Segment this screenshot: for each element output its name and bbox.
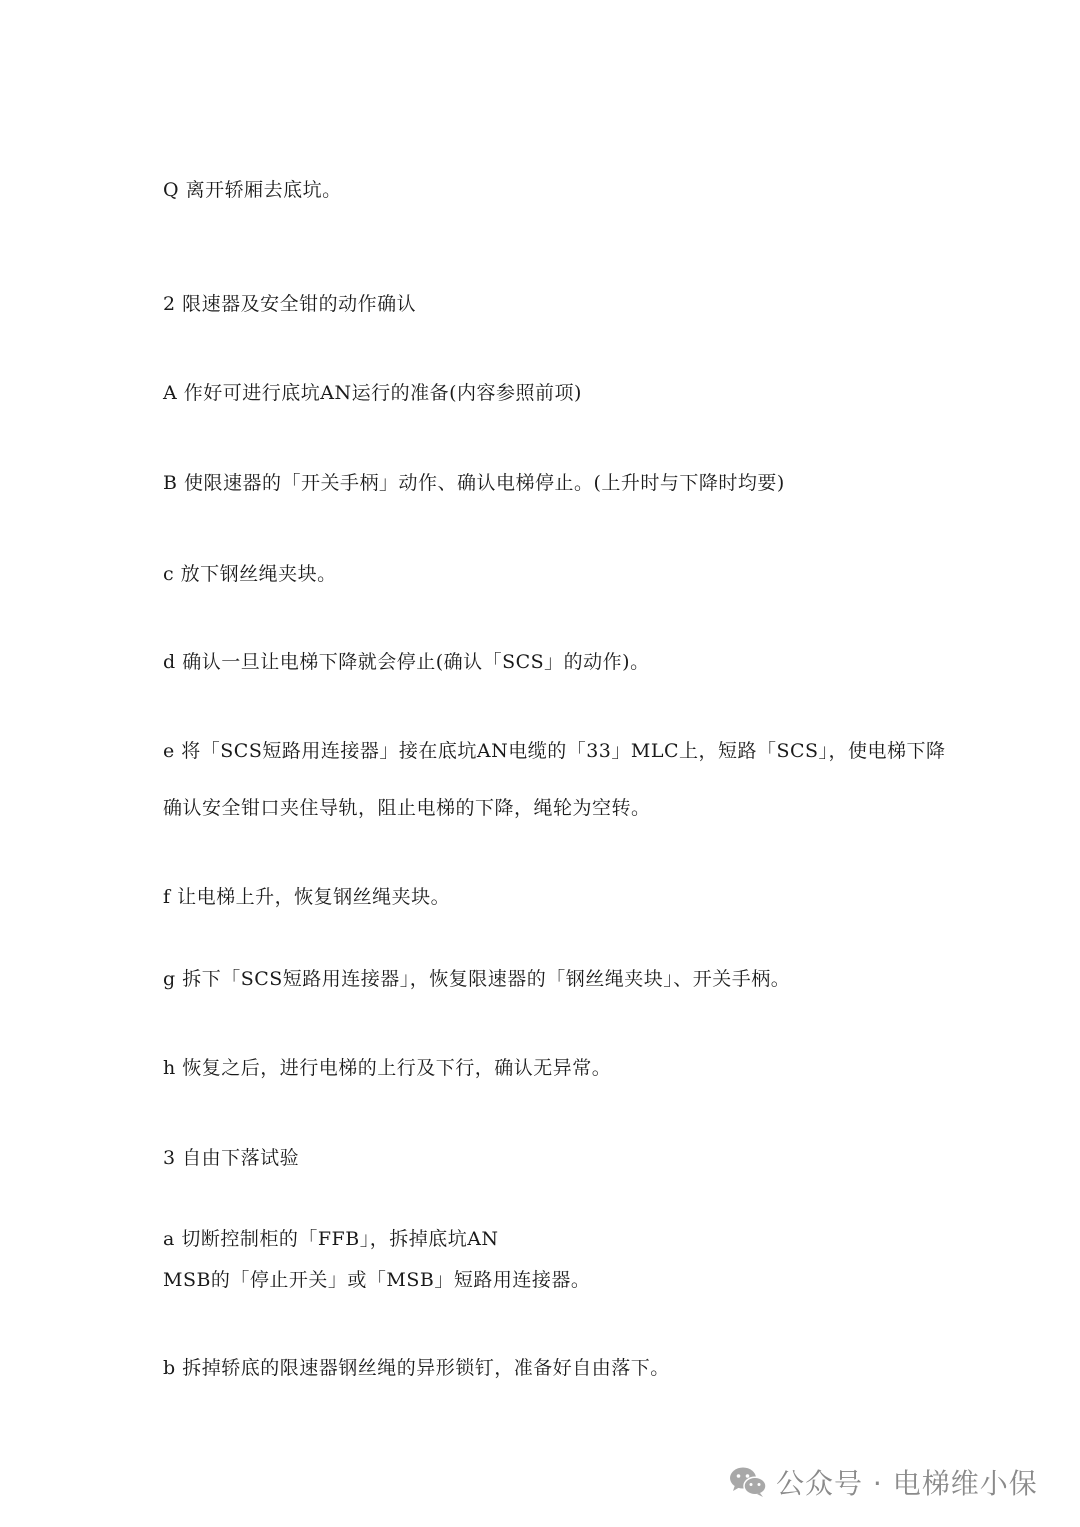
text-line-e-continued: 确认安全钳口夹住导轨，阻止电梯的下降，绳轮为空转。 <box>163 797 651 819</box>
text-line-b: B 使限速器的「开关手柄」动作、确认电梯停止。(上升时与下降时均要) <box>163 472 785 494</box>
watermark-text: 公众号 · 电梯维小保 <box>776 1467 1038 1500</box>
text-line-f: f 让电梯上升，恢复钢丝绳夹块。 <box>163 886 451 908</box>
wechat-icon <box>728 1465 768 1499</box>
section-heading-2: 2 限速器及安全钳的动作确认 <box>163 293 417 315</box>
text-line-h: h 恢复之后，进行电梯的上行及下行，确认无异常。 <box>163 1057 612 1079</box>
text-line-3a-continued: MSB的「停止开关」或「MSB」短路用连接器。 <box>163 1269 591 1291</box>
text-line-3b: b 拆掉轿底的限速器钢丝绳的异形锁钉，准备好自由落下。 <box>163 1357 670 1379</box>
text-line-g: g 拆下「SCS短路用连接器」，恢复限速器的「钢丝绳夹块」、开关手柄。 <box>163 968 791 990</box>
text-line-c: c 放下钢丝绳夹块。 <box>163 563 337 585</box>
text-line-e: e 将「SCS短路用连接器」接在底坑AN电缆的「33」MLC上，短路「SCS」，使电梯下降 <box>163 740 946 762</box>
section-heading-3: 3 自由下落试验 <box>163 1147 300 1169</box>
text-line-q: Q 离开轿厢去底坑。 <box>163 179 342 201</box>
watermark <box>728 1462 1038 1502</box>
text-line-3a: a 切断控制柜的「FFB」，拆掉底坑AN <box>163 1228 499 1250</box>
text-line-a: A 作好可进行底坑AN运行的准备(内容参照前项) <box>163 382 582 404</box>
text-line-d: d 确认一旦让电梯下降就会停止(确认「SCS」的动作)。 <box>163 651 650 673</box>
